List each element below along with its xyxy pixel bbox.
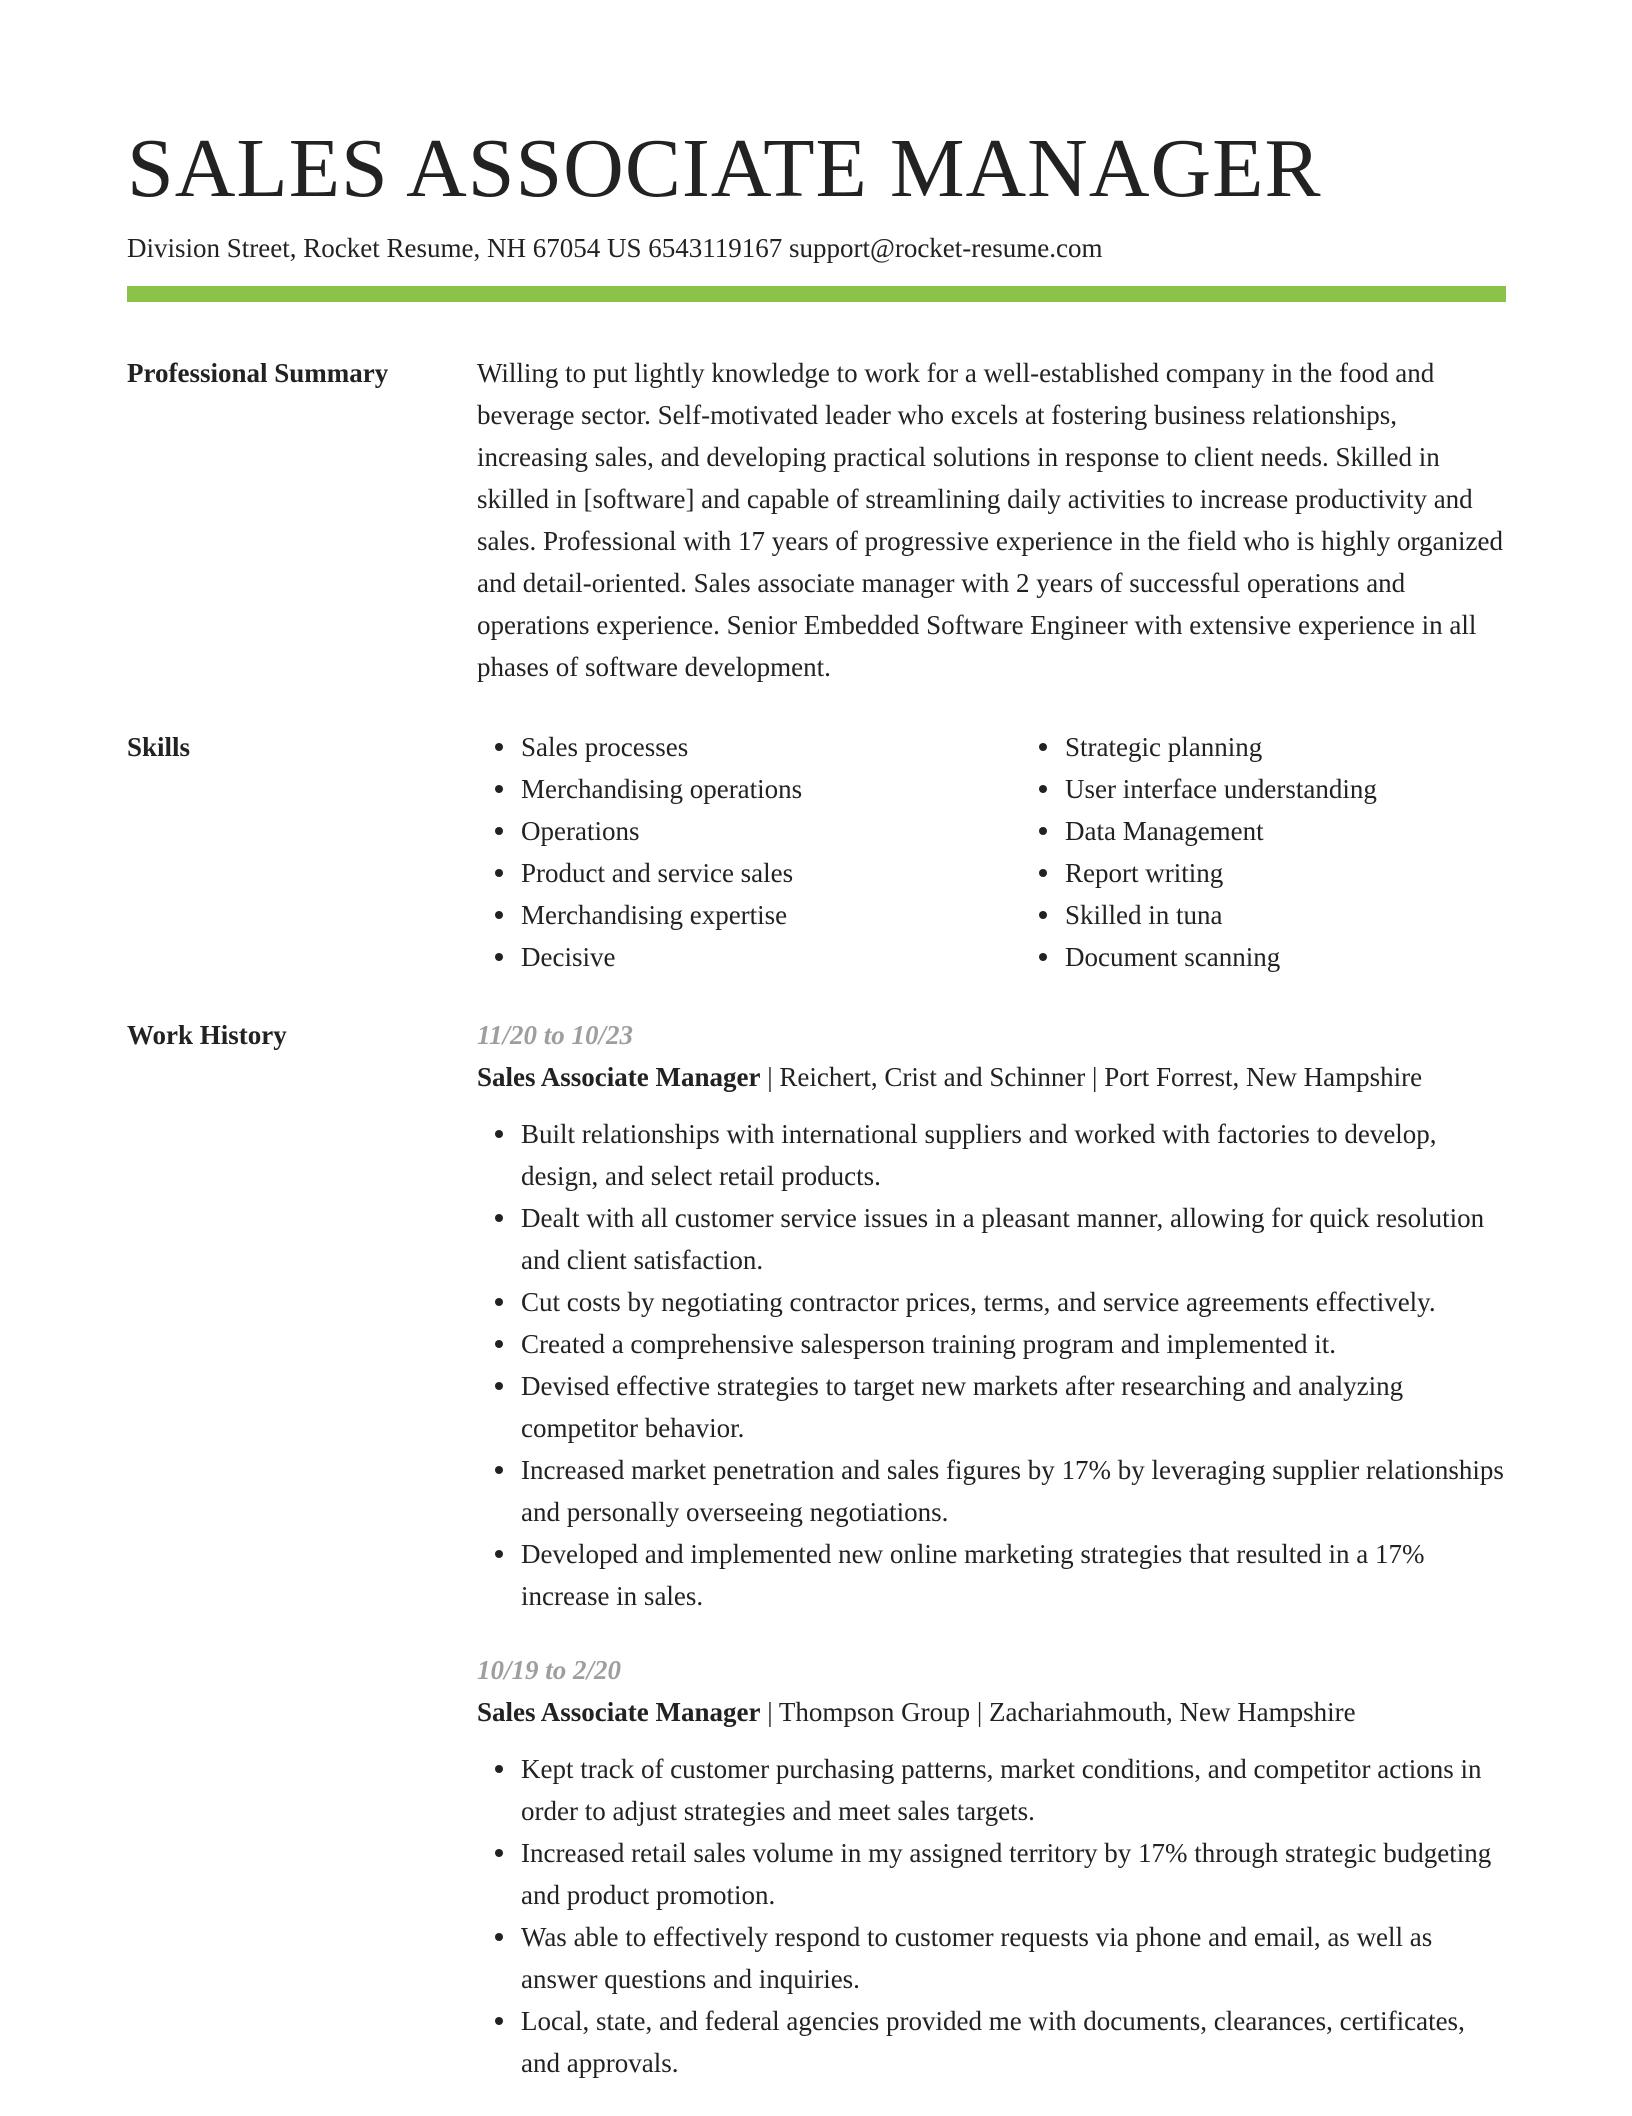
job-bullets bbox=[477, 1113, 1506, 1617]
skill-item: Sales processes bbox=[521, 726, 1021, 768]
header-divider bbox=[127, 286, 1506, 302]
job-bullet: Increased market penetration and sales figures by 17% by leveraging supplier relationships and personally overseeing negotiations. bbox=[521, 1449, 1506, 1533]
summary-heading: Professional Summary bbox=[127, 358, 389, 388]
job-dates: 11/20 to 10/23 bbox=[477, 1020, 634, 1050]
job-bullet: Devised effective strategies to target new markets after researching and analyzing competitor behavior. bbox=[521, 1365, 1506, 1449]
job-bullet: Cut costs by negotiating contractor prices, terms, and service agreements effectively. bbox=[521, 1281, 1506, 1323]
skill-item: Merchandising operations bbox=[521, 768, 1021, 810]
summary-body bbox=[477, 352, 1506, 688]
skills-list-left bbox=[477, 726, 1021, 978]
job-bullet: Built relationships with international suppliers and worked with factories to develop, design, and select retail products. bbox=[521, 1113, 1506, 1197]
job-title: Sales Associate Manager bbox=[477, 1697, 761, 1727]
skills-section bbox=[127, 726, 1506, 978]
skill-item: Decisive bbox=[521, 936, 1021, 978]
summary-section bbox=[127, 352, 1506, 688]
job-bullet: Developed and implemented new online marketing strategies that resulted in a 17% increase in sales. bbox=[521, 1533, 1506, 1617]
skill-item: Data Management bbox=[1065, 810, 1565, 852]
work-history-section bbox=[127, 1014, 1506, 2116]
skill-item: Operations bbox=[521, 810, 1021, 852]
skill-item: Strategic planning bbox=[1065, 726, 1565, 768]
job-title: Sales Associate Manager bbox=[477, 1062, 761, 1092]
job-details: | Thompson Group | Zachariahmouth, New Hampshire bbox=[760, 1697, 1356, 1727]
work-history-heading: Work History bbox=[127, 1020, 287, 1050]
job-title-line bbox=[477, 1056, 1506, 1098]
skills-heading: Skills bbox=[127, 732, 191, 762]
job-bullet: Kept track of customer purchasing patterns, market conditions, and competitor actions in order to adjust strategies and meet sales targets. bbox=[521, 1748, 1506, 1832]
skill-item: Merchandising expertise bbox=[521, 894, 1021, 936]
job-bullet: Local, state, and federal agencies provided me with documents, clearances, certificates, and approvals. bbox=[521, 2000, 1506, 2084]
skills-body bbox=[477, 726, 1565, 978]
skill-item: User interface understanding bbox=[1065, 768, 1565, 810]
job-bullets bbox=[477, 1748, 1506, 2084]
job-details: | Reichert, Crist and Schinner | Port Forrest, New Hampshire bbox=[760, 1062, 1423, 1092]
skill-item: Document scanning bbox=[1065, 936, 1565, 978]
job-entry bbox=[477, 1014, 1506, 1617]
summary-text: Willing to put lightly knowledge to work for a well-established company in the food and beverage sector. Self-motivated leader who excels at fostering business relationships, increasing sales, and developing practical solutions in response to client needs. Skilled in skilled in [software] and capable of streamlining daily activities to increase productivity and sales. Professional with 17 years of progressive experience in the field who is highly organized and detail-oriented. Sales associate manager with 2 years of successful operations and operations experience. Senior Embedded Software Engineer with extensive experience in all phases of software development. bbox=[477, 358, 1503, 682]
skill-item: Report writing bbox=[1065, 852, 1565, 894]
skill-item: Product and service sales bbox=[521, 852, 1021, 894]
job-dates: 10/19 to 2/20 bbox=[477, 1655, 622, 1685]
job-bullet: Created a comprehensive salesperson training program and implemented it. bbox=[521, 1323, 1506, 1365]
job-bullet: Was able to effectively respond to customer requests via phone and email, as well as answer questions and inquiries. bbox=[521, 1916, 1506, 2000]
skills-columns bbox=[477, 726, 1565, 978]
skills-list-right bbox=[1021, 726, 1565, 978]
resume-name: SALES ASSOCIATE MANAGER bbox=[127, 122, 1322, 215]
job-bullet: Increased retail sales volume in my assigned territory by 17% through strategic budgeting and product promotion. bbox=[521, 1832, 1506, 1916]
job-entry bbox=[477, 1649, 1506, 2084]
skill-item: Skilled in tuna bbox=[1065, 894, 1565, 936]
job-bullet: Dealt with all customer service issues in a pleasant manner, allowing for quick resolution and client satisfaction. bbox=[521, 1197, 1506, 1281]
work-history-body bbox=[477, 1014, 1506, 2116]
contact-line: Division Street, Rocket Resume, NH 67054 US 6543119167 support@rocket-resume.com bbox=[127, 233, 1103, 263]
job-title-line bbox=[477, 1691, 1506, 1733]
